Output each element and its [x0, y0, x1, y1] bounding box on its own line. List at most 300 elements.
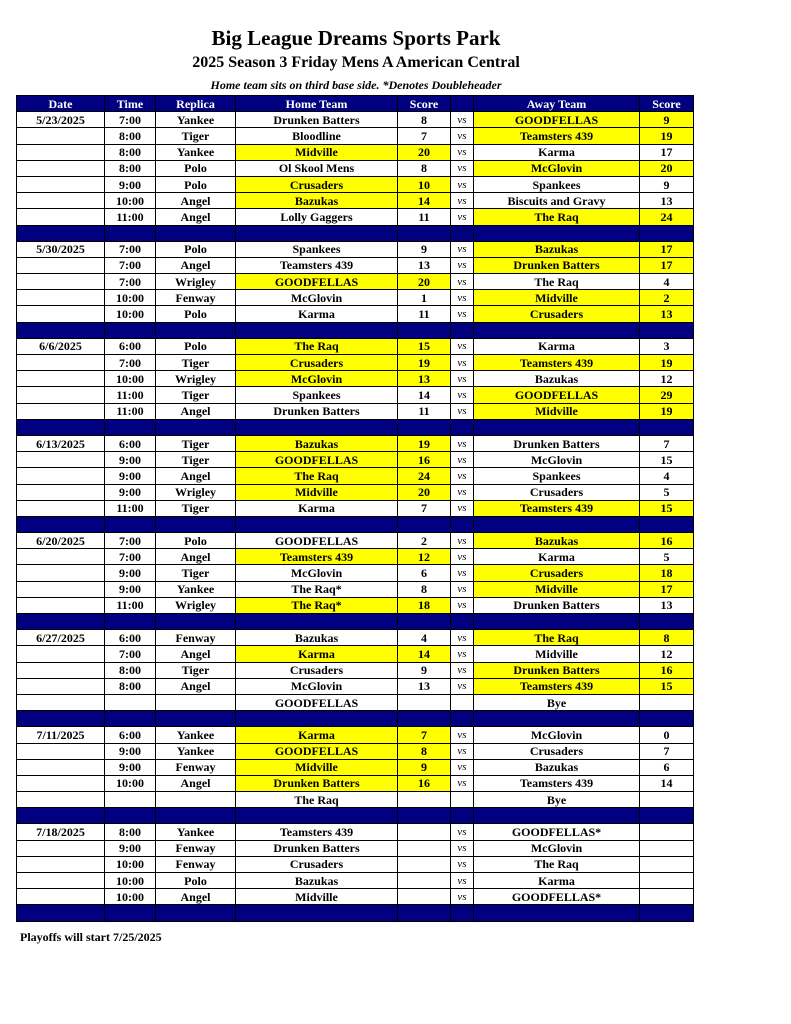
home-team: Karma: [236, 500, 398, 516]
away-team: Spankees: [474, 468, 640, 484]
separator-cell: [398, 711, 451, 727]
home-team: Spankees: [236, 241, 398, 257]
game-date: [17, 694, 105, 710]
away-team: GOODFELLAS*: [474, 889, 640, 905]
game-field: Polo: [156, 241, 236, 257]
game-date: [17, 387, 105, 403]
separator-cell: [451, 322, 474, 338]
table-row: [17, 727, 694, 743]
away-team: Spankees: [474, 176, 640, 192]
separator-cell: [398, 225, 451, 241]
away-team: Crusaders: [474, 743, 640, 759]
separator-cell: [105, 614, 156, 630]
vs-label: vs: [451, 128, 474, 144]
game-date: [17, 856, 105, 872]
vs-label: vs: [451, 565, 474, 581]
game-time: 9:00: [105, 484, 156, 500]
week-separator: [17, 419, 694, 435]
away-score: 17: [640, 581, 694, 597]
game-field: Tiger: [156, 387, 236, 403]
game-field: Polo: [156, 338, 236, 354]
game-field: Angel: [156, 775, 236, 791]
separator-cell: [451, 614, 474, 630]
away-score: 5: [640, 484, 694, 500]
vs-label: vs: [451, 678, 474, 694]
table-row: [17, 581, 694, 597]
away-team: McGlovin: [474, 452, 640, 468]
away-team: Drunken Batters: [474, 435, 640, 451]
game-date: [17, 889, 105, 905]
home-team: Karma: [236, 646, 398, 662]
home-score: 9: [398, 662, 451, 678]
vs-label: vs: [451, 824, 474, 840]
separator-cell: [105, 808, 156, 824]
game-time: 9:00: [105, 176, 156, 192]
away-team: Drunken Batters: [474, 257, 640, 273]
separator-cell: [640, 808, 694, 824]
away-team: McGlovin: [474, 840, 640, 856]
table-row: [17, 371, 694, 387]
separator-cell: [156, 905, 236, 921]
away-score: 15: [640, 678, 694, 694]
away-score: [640, 856, 694, 872]
table-row: [17, 160, 694, 176]
game-time: 6:00: [105, 435, 156, 451]
vs-label: vs: [451, 873, 474, 889]
table-row: [17, 743, 694, 759]
game-field: Angel: [156, 468, 236, 484]
home-score: 6: [398, 565, 451, 581]
home-team: Drunken Batters: [236, 112, 398, 128]
separator-cell: [105, 905, 156, 921]
game-time: 10:00: [105, 290, 156, 306]
away-team: Midville: [474, 581, 640, 597]
separator-cell: [17, 808, 105, 824]
game-field: Fenway: [156, 290, 236, 306]
home-score: [398, 856, 451, 872]
home-team: Midville: [236, 144, 398, 160]
vs-label: vs: [451, 630, 474, 646]
home-score: 14: [398, 646, 451, 662]
home-team: GOODFELLAS: [236, 274, 398, 290]
separator-cell: [17, 711, 105, 727]
away-team: Bye: [474, 694, 640, 710]
vs-label: vs: [451, 468, 474, 484]
away-team: McGlovin: [474, 727, 640, 743]
game-time: 11:00: [105, 209, 156, 225]
game-date: [17, 759, 105, 775]
home-score: 12: [398, 549, 451, 565]
game-time: 6:00: [105, 630, 156, 646]
game-time: 10:00: [105, 889, 156, 905]
vs-label: vs: [451, 533, 474, 549]
table-row: [17, 435, 694, 451]
away-team: Teamsters 439: [474, 678, 640, 694]
game-date: [17, 355, 105, 371]
separator-cell: [640, 516, 694, 532]
away-team: GOODFELLAS: [474, 387, 640, 403]
away-score: [640, 694, 694, 710]
table-row: [17, 889, 694, 905]
game-date: 5/30/2025: [17, 241, 105, 257]
game-date: 5/23/2025: [17, 112, 105, 128]
home-score: 20: [398, 484, 451, 500]
home-score: 7: [398, 128, 451, 144]
home-team: Karma: [236, 727, 398, 743]
away-team: Karma: [474, 338, 640, 354]
vs-label: vs: [451, 160, 474, 176]
col-header-time: Time: [105, 96, 156, 112]
vs-label: vs: [451, 144, 474, 160]
game-time: 9:00: [105, 565, 156, 581]
game-time: 6:00: [105, 727, 156, 743]
separator-cell: [474, 614, 640, 630]
home-team: Ol Skool Mens: [236, 160, 398, 176]
game-date: [17, 678, 105, 694]
game-time: 7:00: [105, 274, 156, 290]
away-team: Bazukas: [474, 241, 640, 257]
separator-cell: [474, 808, 640, 824]
vs-label: vs: [451, 209, 474, 225]
game-field: Wrigley: [156, 371, 236, 387]
away-team: Crusaders: [474, 484, 640, 500]
vs-label: vs: [451, 290, 474, 306]
playoffs-note: Playoffs will start 7/25/2025: [20, 930, 162, 944]
home-team: Lolly Gaggers: [236, 209, 398, 225]
table-row: [17, 597, 694, 613]
game-field: Fenway: [156, 630, 236, 646]
game-date: 6/27/2025: [17, 630, 105, 646]
away-team: Midville: [474, 290, 640, 306]
separator-cell: [451, 516, 474, 532]
separator-cell: [640, 419, 694, 435]
away-score: 15: [640, 452, 694, 468]
game-time: 11:00: [105, 597, 156, 613]
separator-cell: [640, 225, 694, 241]
table-row: [17, 500, 694, 516]
home-team: GOODFELLAS: [236, 694, 398, 710]
away-score: 8: [640, 630, 694, 646]
game-field: Fenway: [156, 856, 236, 872]
away-team: Drunken Batters: [474, 597, 640, 613]
separator-cell: [17, 614, 105, 630]
home-team: Bazukas: [236, 873, 398, 889]
home-team: Midville: [236, 759, 398, 775]
away-team: Bazukas: [474, 371, 640, 387]
game-date: [17, 484, 105, 500]
table-row: [17, 193, 694, 209]
table-row: [17, 759, 694, 775]
vs-label: vs: [451, 241, 474, 257]
away-team: Karma: [474, 873, 640, 889]
home-team: The Raq: [236, 468, 398, 484]
game-field: Angel: [156, 889, 236, 905]
table-row: [17, 209, 694, 225]
col-header-vs: [451, 96, 474, 112]
home-score: 11: [398, 403, 451, 419]
away-team: GOODFELLAS: [474, 112, 640, 128]
home-score: 16: [398, 775, 451, 791]
game-field: Yankee: [156, 144, 236, 160]
home-score: 19: [398, 355, 451, 371]
separator-cell: [156, 614, 236, 630]
table-row: [17, 112, 694, 128]
separator-cell: [17, 322, 105, 338]
home-team: Crusaders: [236, 176, 398, 192]
home-team: Bazukas: [236, 435, 398, 451]
game-date: [17, 792, 105, 808]
away-team: Teamsters 439: [474, 355, 640, 371]
home-team: Teamsters 439: [236, 549, 398, 565]
table-row: [17, 176, 694, 192]
away-team: Midville: [474, 646, 640, 662]
game-time: 11:00: [105, 500, 156, 516]
separator-cell: [17, 516, 105, 532]
col-header-home-score: Score: [398, 96, 451, 112]
week-separator: [17, 225, 694, 241]
game-time: 10:00: [105, 873, 156, 889]
game-date: 6/20/2025: [17, 533, 105, 549]
game-time: 9:00: [105, 759, 156, 775]
table-row: [17, 694, 694, 710]
game-time: [105, 792, 156, 808]
home-team: GOODFELLAS: [236, 533, 398, 549]
separator-cell: [451, 808, 474, 824]
game-date: [17, 840, 105, 856]
away-score: 9: [640, 112, 694, 128]
vs-label: [451, 694, 474, 710]
home-score: 10: [398, 176, 451, 192]
home-score: [398, 824, 451, 840]
table-row: [17, 856, 694, 872]
separator-cell: [640, 614, 694, 630]
week-separator: [17, 614, 694, 630]
separator-cell: [451, 711, 474, 727]
separator-cell: [236, 419, 398, 435]
separator-cell: [474, 419, 640, 435]
game-field: Wrigley: [156, 274, 236, 290]
table-row: [17, 306, 694, 322]
home-score: 9: [398, 759, 451, 775]
game-field: [156, 694, 236, 710]
game-time: 7:00: [105, 257, 156, 273]
separator-cell: [17, 905, 105, 921]
separator-cell: [17, 419, 105, 435]
away-score: 0: [640, 727, 694, 743]
away-score: 16: [640, 662, 694, 678]
vs-label: vs: [451, 387, 474, 403]
separator-cell: [474, 711, 640, 727]
table-row: [17, 840, 694, 856]
game-date: 6/13/2025: [17, 435, 105, 451]
home-team: McGlovin: [236, 565, 398, 581]
home-team: Midville: [236, 889, 398, 905]
home-team: Crusaders: [236, 662, 398, 678]
game-date: [17, 257, 105, 273]
away-score: 13: [640, 193, 694, 209]
separator-cell: [640, 905, 694, 921]
game-time: 10:00: [105, 856, 156, 872]
vs-label: vs: [451, 500, 474, 516]
game-date: [17, 468, 105, 484]
game-date: [17, 290, 105, 306]
game-time: [105, 694, 156, 710]
vs-label: [451, 792, 474, 808]
home-score: 15: [398, 338, 451, 354]
home-score: [398, 694, 451, 710]
col-header-date: Date: [17, 96, 105, 112]
separator-cell: [474, 905, 640, 921]
separator-cell: [451, 419, 474, 435]
game-time: 9:00: [105, 743, 156, 759]
home-score: 20: [398, 144, 451, 160]
vs-label: vs: [451, 338, 474, 354]
week-separator: [17, 711, 694, 727]
away-score: 17: [640, 144, 694, 160]
away-score: 12: [640, 371, 694, 387]
away-team: The Raq: [474, 274, 640, 290]
separator-cell: [105, 516, 156, 532]
separator-cell: [398, 614, 451, 630]
table-header-row: [17, 96, 694, 112]
game-time: 8:00: [105, 662, 156, 678]
home-team: Bazukas: [236, 630, 398, 646]
game-field: Tiger: [156, 355, 236, 371]
separator-cell: [640, 322, 694, 338]
away-score: 2: [640, 290, 694, 306]
game-date: [17, 743, 105, 759]
home-team: The Raq*: [236, 597, 398, 613]
game-date: [17, 144, 105, 160]
table-row: [17, 662, 694, 678]
table-row: [17, 565, 694, 581]
game-time: 10:00: [105, 306, 156, 322]
away-team: Teamsters 439: [474, 775, 640, 791]
game-date: [17, 209, 105, 225]
home-team: Drunken Batters: [236, 403, 398, 419]
vs-label: vs: [451, 403, 474, 419]
game-time: 8:00: [105, 678, 156, 694]
game-field: Angel: [156, 209, 236, 225]
table-row: [17, 630, 694, 646]
table-row: [17, 873, 694, 889]
home-team: Crusaders: [236, 856, 398, 872]
vs-label: vs: [451, 662, 474, 678]
home-team: Teamsters 439: [236, 257, 398, 273]
away-score: 19: [640, 403, 694, 419]
vs-label: vs: [451, 549, 474, 565]
away-score: 4: [640, 468, 694, 484]
game-field: Tiger: [156, 452, 236, 468]
table-row: [17, 533, 694, 549]
game-field: Wrigley: [156, 597, 236, 613]
away-team: Bazukas: [474, 533, 640, 549]
home-score: 19: [398, 435, 451, 451]
table-row: [17, 646, 694, 662]
game-field: Wrigley: [156, 484, 236, 500]
away-score: 6: [640, 759, 694, 775]
game-field: Angel: [156, 646, 236, 662]
away-score: 9: [640, 176, 694, 192]
game-field: Angel: [156, 678, 236, 694]
vs-label: vs: [451, 435, 474, 451]
game-field: Yankee: [156, 743, 236, 759]
league-subtitle: 2025 Season 3 Friday Mens A American Central: [192, 54, 520, 71]
away-score: 18: [640, 565, 694, 581]
away-score: [640, 889, 694, 905]
game-field: Polo: [156, 533, 236, 549]
table-row: [17, 274, 694, 290]
away-score: 7: [640, 743, 694, 759]
table-row: [17, 387, 694, 403]
away-score: [640, 873, 694, 889]
away-team: Biscuits and Gravy: [474, 193, 640, 209]
away-score: 7: [640, 435, 694, 451]
game-time: 8:00: [105, 824, 156, 840]
separator-cell: [474, 322, 640, 338]
separator-cell: [236, 905, 398, 921]
table-row: [17, 128, 694, 144]
home-team: Bloodline: [236, 128, 398, 144]
separator-cell: [156, 225, 236, 241]
game-field: Yankee: [156, 112, 236, 128]
home-team: The Raq: [236, 792, 398, 808]
vs-label: vs: [451, 646, 474, 662]
separator-cell: [236, 614, 398, 630]
away-score: [640, 840, 694, 856]
vs-label: vs: [451, 371, 474, 387]
away-team: Midville: [474, 403, 640, 419]
game-date: [17, 597, 105, 613]
vs-label: vs: [451, 727, 474, 743]
table-row: [17, 355, 694, 371]
vs-label: vs: [451, 257, 474, 273]
home-score: 20: [398, 274, 451, 290]
game-field: Tiger: [156, 128, 236, 144]
home-score: 8: [398, 581, 451, 597]
table-row: [17, 792, 694, 808]
game-date: [17, 403, 105, 419]
table-row: [17, 549, 694, 565]
game-time: 8:00: [105, 144, 156, 160]
home-score: 14: [398, 193, 451, 209]
game-field: Polo: [156, 160, 236, 176]
away-score: 14: [640, 775, 694, 791]
schedule-table: [16, 95, 694, 922]
col-header-replica: Replica: [156, 96, 236, 112]
away-team: The Raq: [474, 856, 640, 872]
game-date: [17, 565, 105, 581]
home-score: 9: [398, 241, 451, 257]
away-score: 24: [640, 209, 694, 225]
col-header-away-team: Away Team: [474, 96, 640, 112]
game-date: [17, 371, 105, 387]
separator-cell: [451, 225, 474, 241]
vs-label: vs: [451, 581, 474, 597]
home-team: Karma: [236, 306, 398, 322]
game-time: 7:00: [105, 533, 156, 549]
home-score: [398, 792, 451, 808]
home-team: Bazukas: [236, 193, 398, 209]
game-time: 7:00: [105, 112, 156, 128]
week-separator: [17, 322, 694, 338]
home-team: Drunken Batters: [236, 775, 398, 791]
away-team: GOODFELLAS*: [474, 824, 640, 840]
separator-cell: [105, 322, 156, 338]
away-score: 3: [640, 338, 694, 354]
away-score: 13: [640, 306, 694, 322]
home-score: 11: [398, 306, 451, 322]
